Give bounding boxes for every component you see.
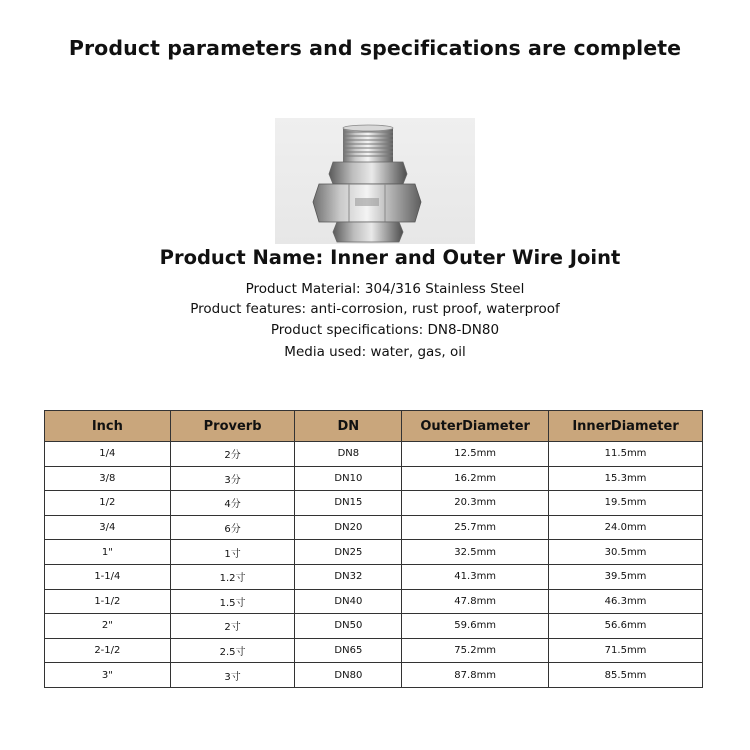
header-dn: DN	[295, 411, 402, 442]
header-inch: Inch	[45, 411, 171, 442]
table-row	[45, 589, 703, 614]
specification-table	[44, 410, 703, 688]
cell-inner-diameter: 19.5mm	[549, 491, 703, 516]
cell-inner-diameter: 30.5mm	[549, 540, 703, 565]
product-photo	[275, 118, 475, 244]
cell-outer-diameter: 41.3mm	[402, 564, 549, 589]
cell-outer-diameter: 87.8mm	[402, 663, 549, 688]
cell-proverb: 3寸	[170, 663, 295, 688]
cell-proverb: 2寸	[170, 614, 295, 639]
cell-inner-diameter: 11.5mm	[549, 442, 703, 467]
cell-inner-diameter: 85.5mm	[549, 663, 703, 688]
cell-inner-diameter: 15.3mm	[549, 466, 703, 491]
table-row	[45, 638, 703, 663]
cell-inch: 1/2	[45, 491, 171, 516]
cell-inch: 3/8	[45, 466, 171, 491]
cell-outer-diameter: 20.3mm	[402, 491, 549, 516]
cell-dn: DN40	[295, 589, 402, 614]
cell-proverb: 2.5寸	[170, 638, 295, 663]
header-inner-diameter: InnerDiameter	[549, 411, 703, 442]
product-features: Product features: anti-corrosion, rust proof, waterproof	[190, 301, 560, 317]
cell-outer-diameter: 47.8mm	[402, 589, 549, 614]
cell-inch: 1"	[45, 540, 171, 565]
table-row	[45, 540, 703, 565]
cell-proverb: 4分	[170, 491, 295, 516]
cell-proverb: 1.2寸	[170, 564, 295, 589]
cell-inner-diameter: 46.3mm	[549, 589, 703, 614]
cell-outer-diameter: 12.5mm	[402, 442, 549, 467]
header-proverb: Proverb	[170, 411, 295, 442]
table-row	[45, 491, 703, 516]
product-name: Product Name: Inner and Outer Wire Joint	[159, 246, 621, 269]
cell-dn: DN32	[295, 564, 402, 589]
cell-proverb: 2分	[170, 442, 295, 467]
cell-inch: 2-1/2	[45, 638, 171, 663]
cell-inch: 3"	[45, 663, 171, 688]
table-row	[45, 614, 703, 639]
table-header-row	[45, 411, 703, 442]
cell-inch: 1-1/2	[45, 589, 171, 614]
header-outer-diameter: OuterDiameter	[402, 411, 549, 442]
table-row	[45, 442, 703, 467]
cell-inner-diameter: 71.5mm	[549, 638, 703, 663]
cell-dn: DN8	[295, 442, 402, 467]
pipe-union-image	[275, 118, 475, 244]
cell-inner-diameter: 24.0mm	[549, 515, 703, 540]
table-row	[45, 663, 703, 688]
cell-inch: 1-1/4	[45, 564, 171, 589]
table-row	[45, 466, 703, 491]
cell-outer-diameter: 25.7mm	[402, 515, 549, 540]
cell-dn: DN80	[295, 663, 402, 688]
cell-dn: DN10	[295, 466, 402, 491]
cell-dn: DN15	[295, 491, 402, 516]
product-specifications: Product specifications: DN8-DN80	[270, 322, 500, 338]
cell-dn: DN65	[295, 638, 402, 663]
cell-inner-diameter: 56.6mm	[549, 614, 703, 639]
cell-outer-diameter: 32.5mm	[402, 540, 549, 565]
cell-inner-diameter: 39.5mm	[549, 564, 703, 589]
cell-outer-diameter: 75.2mm	[402, 638, 549, 663]
table-row	[45, 515, 703, 540]
cell-proverb: 3分	[170, 466, 295, 491]
cell-inch: 1/4	[45, 442, 171, 467]
cell-proverb: 1寸	[170, 540, 295, 565]
page-headline: Product parameters and specifications are complete	[68, 36, 682, 60]
cell-inch: 3/4	[45, 515, 171, 540]
cell-dn: DN20	[295, 515, 402, 540]
cell-dn: DN25	[295, 540, 402, 565]
table-row	[45, 564, 703, 589]
cell-inch: 2"	[45, 614, 171, 639]
cell-proverb: 1.5寸	[170, 589, 295, 614]
product-material: Product Material: 304/316 Stainless Steel	[245, 281, 525, 297]
product-media: Media used: water, gas, oil	[284, 344, 466, 360]
cell-proverb: 6分	[170, 515, 295, 540]
cell-outer-diameter: 59.6mm	[402, 614, 549, 639]
cell-outer-diameter: 16.2mm	[402, 466, 549, 491]
cell-dn: DN50	[295, 614, 402, 639]
